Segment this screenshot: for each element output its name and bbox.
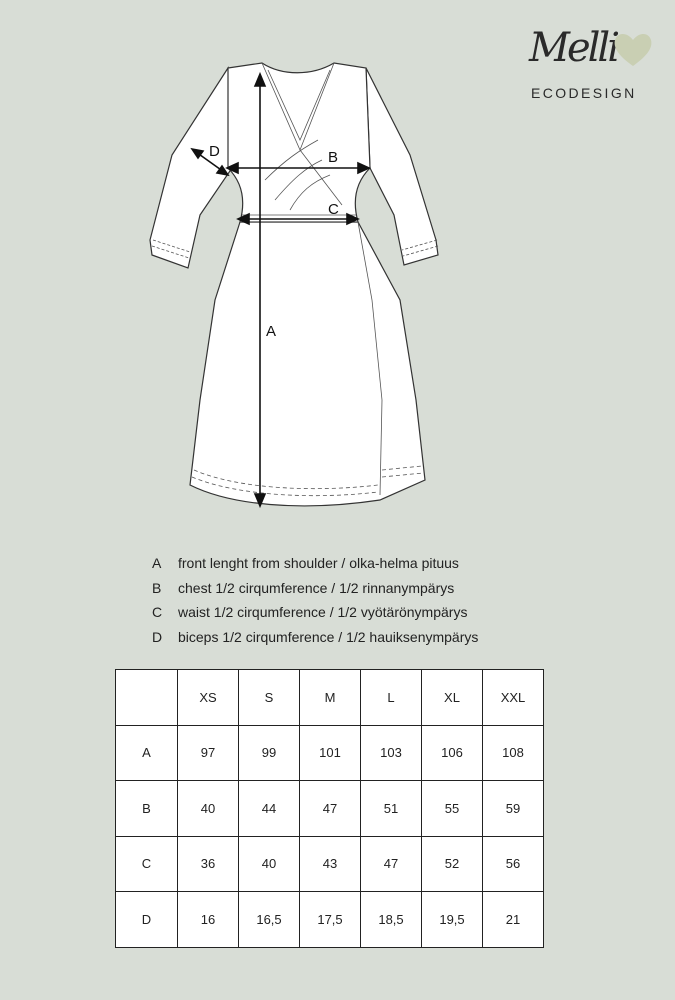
table-cell: 99 xyxy=(239,725,300,781)
legend-text: chest 1/2 cirqumference / 1/2 rinnanympärys xyxy=(178,579,455,596)
table-cell: 51 xyxy=(361,781,422,837)
table-cell: 47 xyxy=(300,781,361,837)
diagram-label-d: D xyxy=(209,143,220,160)
table-cell: 40 xyxy=(239,836,300,892)
skirt xyxy=(190,222,425,506)
legend-letter: D xyxy=(152,629,163,646)
legend-text: front lenght from shoulder / olka-helma pituus xyxy=(178,555,459,571)
diagram-label-c: C xyxy=(328,201,339,218)
right-sleeve xyxy=(366,68,438,265)
table-cell: 18,5 xyxy=(361,892,422,948)
size-table xyxy=(115,669,544,948)
table-row xyxy=(116,781,544,837)
legend-item xyxy=(152,600,478,625)
legend-letter: B xyxy=(152,579,162,596)
table-cell: 17,5 xyxy=(300,892,361,948)
table-header-cell xyxy=(116,670,178,726)
table-cell: 40 xyxy=(178,781,239,837)
brand-logo xyxy=(525,22,655,104)
table-cell: 47 xyxy=(361,836,422,892)
table-header-cell: XXL xyxy=(483,670,544,726)
diagram-label-b: B xyxy=(328,149,339,166)
table-header-cell: S xyxy=(239,670,300,726)
table-cell: 16 xyxy=(178,892,239,948)
legend-item xyxy=(152,576,478,601)
table-cell: 16,5 xyxy=(239,892,300,948)
bodice xyxy=(228,63,370,222)
measurement-legend xyxy=(152,551,478,650)
table-row xyxy=(116,836,544,892)
table-cell: 43 xyxy=(300,836,361,892)
table-header-cell: M xyxy=(300,670,361,726)
legend-item xyxy=(152,625,478,650)
table-cell: 55 xyxy=(422,781,483,837)
brand-subtitle: ECODESIGN xyxy=(531,85,637,101)
table-header-cell: XL xyxy=(422,670,483,726)
table-cell: 36 xyxy=(178,836,239,892)
legend-text: waist 1/2 cirqumference / 1/2 vyötärönympärys xyxy=(178,604,468,621)
table-header-cell: L xyxy=(361,670,422,726)
table-cell: 59 xyxy=(483,781,544,837)
legend-letter: A xyxy=(152,555,162,571)
table-header-cell: XS xyxy=(178,670,239,726)
brand-script-name: Melli xyxy=(529,25,618,71)
row-label: A xyxy=(116,725,178,781)
table-cell: 52 xyxy=(422,836,483,892)
table-header-row xyxy=(116,670,544,726)
table-cell: 101 xyxy=(300,725,361,781)
table-cell: 103 xyxy=(361,725,422,781)
table-cell: 106 xyxy=(422,725,483,781)
legend-letter: C xyxy=(152,604,163,621)
dress-diagram xyxy=(140,55,460,520)
row-label: C xyxy=(116,836,178,892)
legend-item xyxy=(152,551,478,576)
row-label: B xyxy=(116,781,178,837)
table-cell: 21 xyxy=(483,892,544,948)
table-cell: 108 xyxy=(483,725,544,781)
table-cell: 44 xyxy=(239,781,300,837)
legend-text: biceps 1/2 cirqumference / 1/2 hauiksenympärys xyxy=(178,629,479,646)
table-row xyxy=(116,725,544,781)
heart-icon xyxy=(613,30,653,68)
table-row xyxy=(116,892,544,948)
table-cell: 19,5 xyxy=(422,892,483,948)
table-cell: 97 xyxy=(178,725,239,781)
row-label: D xyxy=(116,892,178,948)
diagram-label-a: A xyxy=(266,323,277,340)
table-cell: 56 xyxy=(483,836,544,892)
